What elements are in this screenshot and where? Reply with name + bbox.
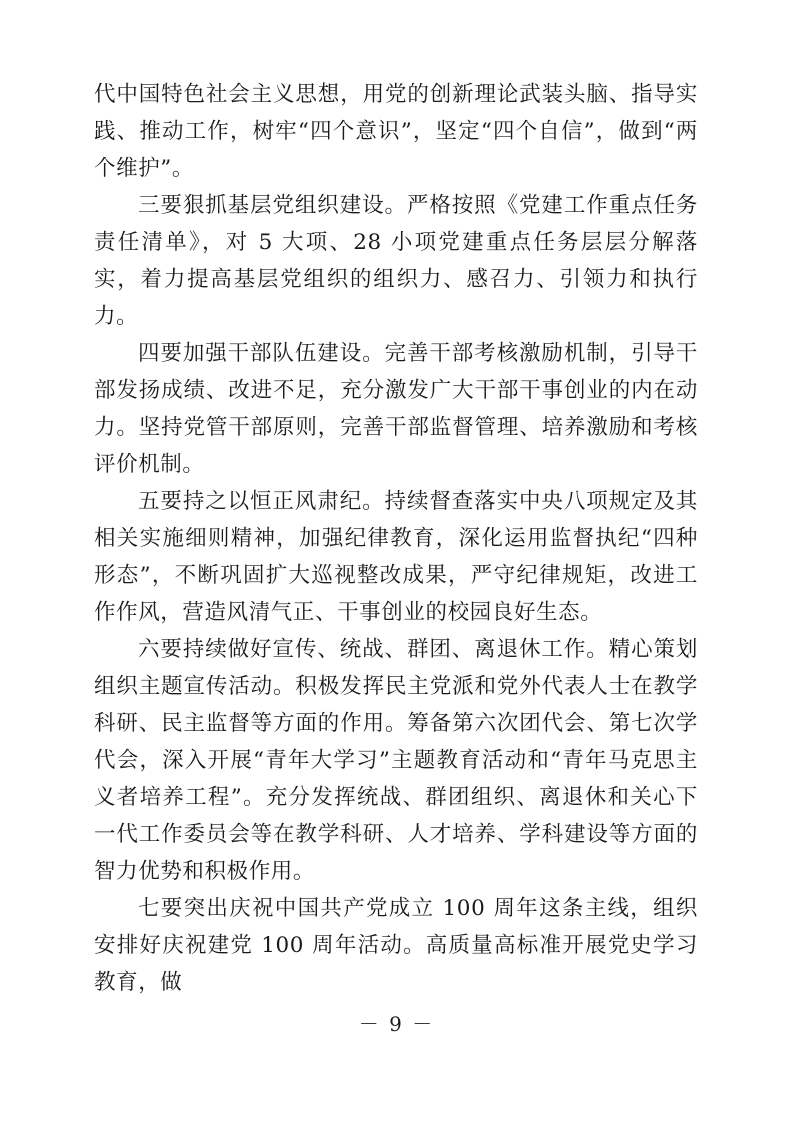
paragraph-1: 代中国特色社会主义思想，用党的创新理论武装头脑、指导实践、推动工作，树牢“四个意识”，坚定“四个自信”，做到“两个维护”。 <box>94 82 698 181</box>
paragraph-4: 五要持之以恒正风肃纪。持续督查落实中央八项规定及其相关实施细则精神，加强纪律教育，深化运用监督执纪“四种形态”，不断巩固扩大巡视整改成果，严守纪律规矩，改进工作作风，营造风清气正、干事创业的校园良好生态。 <box>94 489 698 625</box>
paragraph-2: 三要狠抓基层党组织建设。严格按照《党建工作重点任务责任清单》，对 5 大项、28 小项党建重点任务层层分解落实，着力提高基层党组织的组织力、感召力、引领力和执行力。 <box>94 193 698 329</box>
paragraph-6: 七要突出庆祝中国共产党成立 100 周年这条主线，组织安排好庆祝建党 100 周年活动。高质量高标准开展党史学习教育，做 <box>94 896 698 995</box>
page-number: － 9 － <box>358 1012 435 1036</box>
document-body <box>94 76 698 1001</box>
paragraph-5: 六要持续做好宣传、统战、群团、离退休工作。精心策划组织主题宣传活动。积极发挥民主党派和党外代表人士在教学科研、民主监督等方面的作用。筹备第六次团代会、第七次学代会，深入开展“青年大学习”主题教育活动和“青年马克思主义者培养工程”。充分发挥统战、群团组织、离退休和关心下一代工作委员会等在教学科研、人才培养、学科建设等方面的智力优势和积极作用。 <box>94 637 698 884</box>
paragraph-3: 四要加强干部队伍建设。完善干部考核激励机制，引导干部发扬成绩、改进不足，充分激发广大干部干事创业的内在动力。坚持党管干部原则，完善干部监督管理、培养激励和考核评价机制。 <box>94 341 698 477</box>
